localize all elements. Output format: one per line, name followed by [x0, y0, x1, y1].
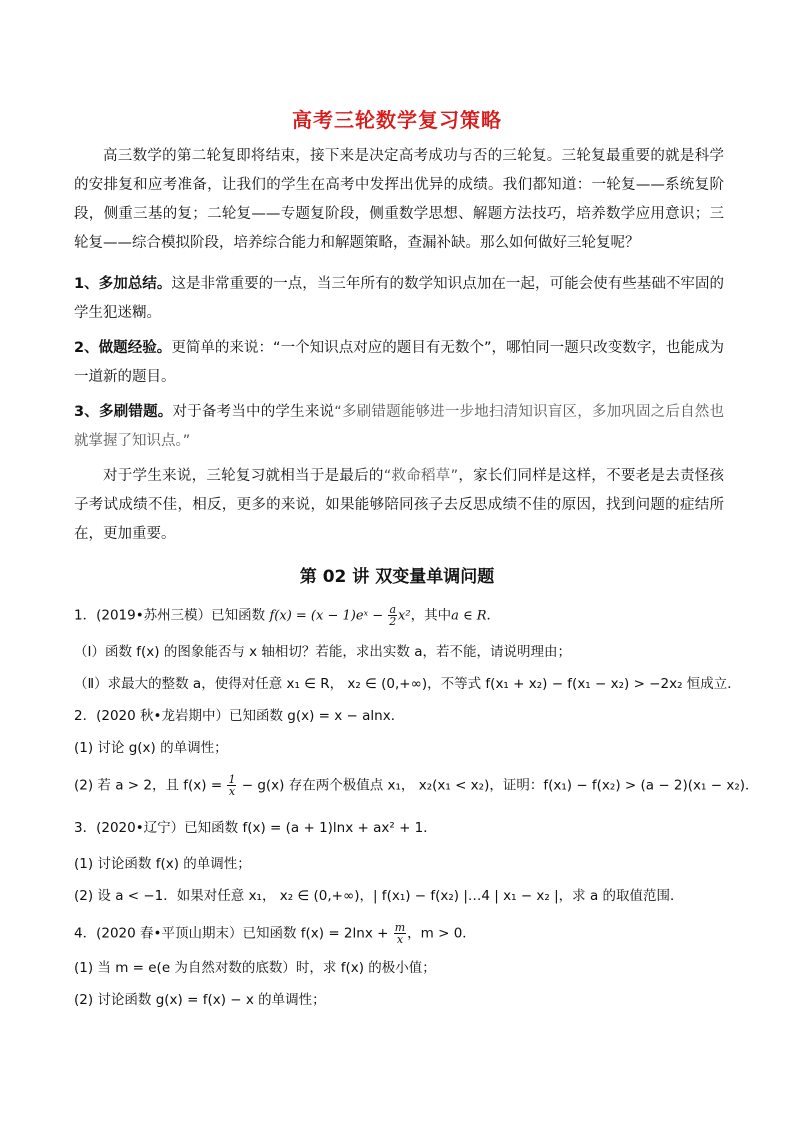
tip-2-text: 更简单的来说：“一个知识点对应的题目有无数个”，哪怕同一题只改变数字，也能成为一道新的题目。 [74, 340, 724, 385]
problem-1-tail: ，其中 [410, 607, 452, 624]
problem-4-q2: (2) 讨论函数 g(x) = f(x) − x 的单调性； [74, 992, 326, 1008]
closing-quote: “救命稻草” [383, 468, 459, 484]
problem-1-q2: （Ⅱ）求最大的整数 a，使得对任意 x₁ ∈ R， x₂ ∈ (0,+∞)，不等式 f(x₁ + x₂) − f(x₁ − x₂) > −2x₂ 恒成立． [74, 676, 741, 692]
problem-4-frac-den: x [396, 933, 404, 946]
problem-1-frac-den: 2 [389, 615, 397, 628]
closing-text-a: 对于学生来说，三轮复习就相当于是最后的 [103, 468, 384, 484]
problem-4-q1: (1) 当 m = e(e 为自然对数的底数）时，求 f(x) 的极小值； [74, 960, 436, 976]
problem-2-fraction [227, 774, 236, 797]
tip-2 [74, 334, 724, 392]
problem-1-intro: 1．(2019•苏州三模）已知函数 [74, 607, 266, 624]
closing-paragraph [74, 462, 724, 549]
closing-text-c: ，家长们同样是这样，不要老是去责怪孩子考试成绩不佳，相反，更多的来说，如果能够陪同孩子去反思成绩不佳的原因，找到问题的症结所在，更加重要。 [74, 468, 724, 542]
problem-1-formula-tail: x² [398, 608, 411, 624]
problem-4-intro-a: 4．(2020 春•平顶山期末）已知函数 f(x) = 2lnx + [74, 925, 389, 942]
problem-2-q1: (1) 讨论 g(x) 的单调性； [74, 740, 228, 756]
tip-3-text-b: “多刷错题能够进一步地扫清知识盲区，多加巩固之后自然也就掌握了知识点。” [74, 404, 725, 449]
problem-2-q2-b: − g(x) 存在两个极值点 x₁， x₂(x₁ < x₂)，证明：f(x₁) − f(x₂) > (a − 2)(x₁ − x₂)． [241, 777, 759, 794]
problem-1-condition: a ∈ R [451, 608, 487, 624]
problem-1-q1: （Ⅰ）函数 f(x) 的图象能否与 x 轴相切？若能，求出实数 a，若不能，请说明理由； [74, 644, 571, 660]
problem-1-frac-num: a [389, 603, 397, 616]
problem-2-q2 [74, 773, 759, 798]
tip-1-text: 这是非常重要的一点，当三年所有的数学知识点加在一起，可能会使有些基础不牢固的学生犯迷糊。 [74, 276, 725, 321]
problem-3-q2: (2) 设 a < −1．如果对任意 x₁， x₂ ∈ (0,+∞)，| f(x₁) − f(x₂) |…4 | x₁ − x₂ |，求 a 的取值范围． [74, 888, 684, 904]
tip-3-text-a: 对于备考当中的学生来说 [172, 404, 335, 420]
page-title: 高考三轮数学复习策略 [292, 108, 502, 132]
problem-2-frac-den: x [228, 785, 236, 798]
problem-2-stem: 2．(2020 秋•龙岩期中）已知函数 g(x) = x − alnx． [74, 708, 405, 724]
problem-2-frac-num: 1 [228, 773, 236, 786]
problem-1-fraction [388, 604, 397, 627]
problem-4-fraction [394, 922, 406, 945]
problem-3-q1: (1) 讨论函数 f(x) 的单调性； [74, 856, 251, 872]
problem-4-stem [74, 922, 734, 945]
problem-1-formula: f(x) = (x − 1)eˣ − [269, 608, 384, 624]
problem-1-stem: 1．(2019•苏州三模）已知函数 f(x) = (x − 1)eˣ − $\frac{a}{2}$ x²，其中a ∈ R． [74, 603, 501, 628]
tip-1 [74, 270, 724, 328]
tip-2-head: 2、做题经验。 [74, 340, 172, 356]
problem-4-frac-num: m [394, 921, 406, 934]
tip-1-head: 1、多加总结。 [74, 276, 172, 292]
problem-2-q2-a: (2) 若 a > 2，且 f(x) = [74, 777, 223, 794]
lecture-title: 第 02 讲 双变量单调问题 [299, 567, 495, 587]
intro-paragraph: 高三数学的第二轮复即将结束，接下来是决定高考成功与否的三轮复。三轮复最重要的就是科学的安排复和应考准备，让我们的学生在高考中发挥出优异的成绩。我们都知道：一轮复——系统复阶段，侧重三基的复；二轮复——专题复阶段，侧重数学思想、解题方法技巧，培养数学应用意识；三轮复——综合模拟阶段，培养综合能力和解题策略，查漏补缺。那么如何做好三轮复呢？ [74, 148, 724, 251]
problem-3-stem: 3．(2020•辽宁）已知函数 f(x) = (a + 1)lnx + ax² + 1． [74, 820, 437, 836]
tip-3 [74, 398, 724, 456]
tip-3-head: 3、多刷错题。 [74, 404, 173, 420]
problem-4-intro-b: ，m > 0． [407, 925, 476, 942]
